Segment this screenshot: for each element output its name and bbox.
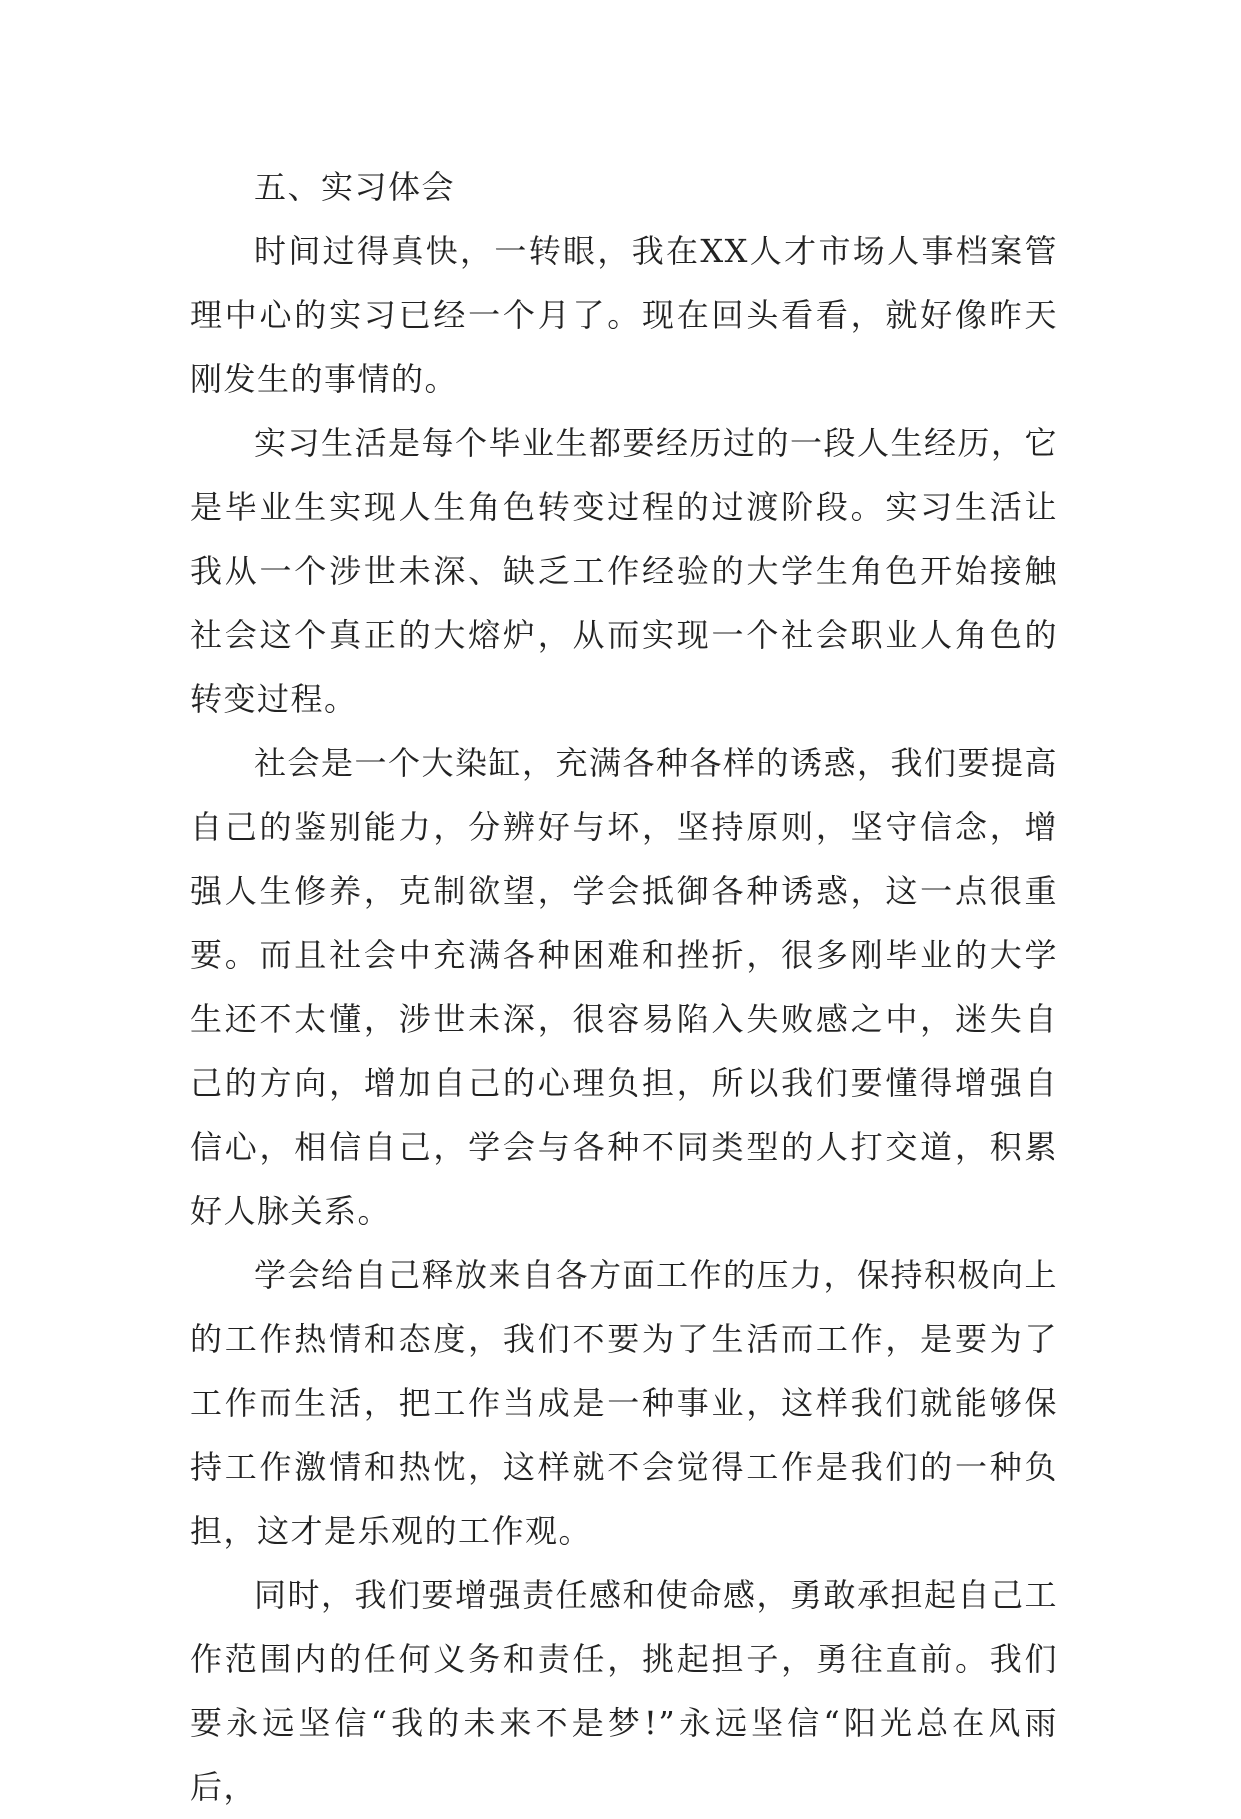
- paragraph-1: 时间过得真快，一转眼，我在XX人才市场人事档案管理中心的实习已经一个月了。现在回头看看，就好像昨天刚发生的事情的。: [190, 232, 1058, 398]
- paragraph-5: 同时，我们要增强责任感和使命感，勇敢承担起自己工作范围内的任何义务和责任，挑起担子，勇往直前。我们要永远坚信“我的未来不是梦!”永远坚信“阳光总在风雨后，: [190, 1576, 1059, 1806]
- paragraph-2: 实习生活是每个毕业生都要经历过的一段人生经历，它是毕业生实现人生角色转变过程的过渡阶段。实习生活让我从一个涉世未深、缺乏工作经验的大学生角色开始接触社会这个真正的大熔炉，从而实现一个社会职业人角色的转变过程。: [190, 424, 1059, 718]
- paragraph-4: 学会给自己释放来自各方面工作的压力，保持积极向上的工作热情和态度，我们不要为了生活而工作，是要为了工作而生活，把工作当成是一种事业，这样我们就能够保持工作激情和热忱，这样就不会觉得工作是我们的一种负担，这才是乐观的工作观。: [190, 1256, 1059, 1550]
- document-body: [190, 155, 1058, 1819]
- paragraph-3: 社会是一个大染缸，充满各种各样的诱惑，我们要提高自己的鉴别能力，分辨好与坏，坚持原则，坚守信念，增强人生修养，克制欲望，学会抵御各种诱惑，这一点很重要。而且社会中充满各种困难和挫折，很多刚毕业的大学生还不太懂，涉世未深，很容易陷入失败感之中，迷失自己的方向，增加自己的心理负担，所以我们要懂得增强自信心，相信自己，学会与各种不同类型的人打交道，积累好人脉关系。: [190, 744, 1059, 1230]
- section-heading: 五、实习体会: [254, 168, 456, 206]
